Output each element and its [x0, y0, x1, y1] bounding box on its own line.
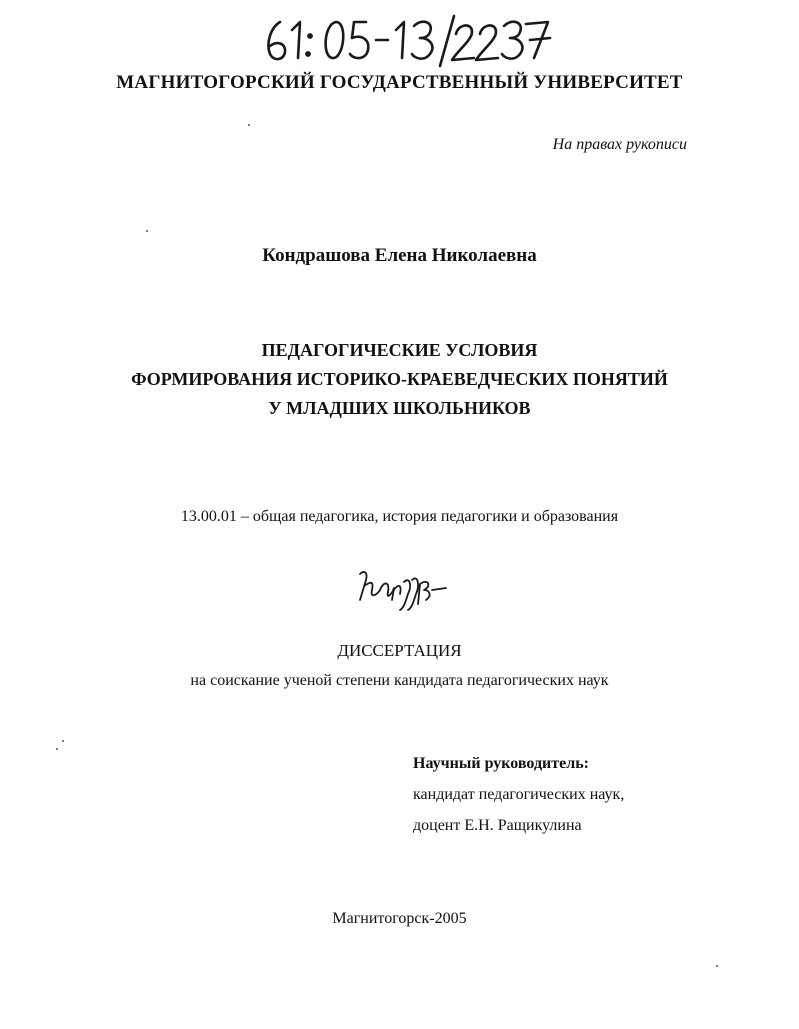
supervisor-name: доцент Е.Н. Ращикулина — [413, 817, 582, 834]
scan-speck — [56, 748, 58, 750]
title-line: ФОРМИРОВАНИЯ ИСТОРИКО-КРАЕВЕДЧЕСКИХ ПОНЯТИЙ — [131, 369, 668, 389]
title-line: У МЛАДШИХ ШКОЛЬНИКОВ — [268, 398, 531, 418]
scan-speck — [716, 965, 718, 967]
supervisor-degree: кандидат педагогических наук, — [413, 786, 625, 803]
author-signature — [354, 560, 450, 612]
specialty-code: 13.00.01 – общая педагогика, история педагогики и образования — [180, 508, 619, 525]
author-name: Кондрашова Елена Николаевна — [262, 245, 537, 266]
dissertation-title — [0, 336, 799, 423]
document-type: ДИССЕРТАЦИЯ — [337, 641, 462, 660]
scan-speck — [146, 230, 148, 232]
handwritten-archive-number — [258, 8, 558, 70]
title-line: ПЕДАГОГИЧЕСКИЕ УСЛОВИЯ — [261, 340, 538, 360]
city-year: Магнитогорск-2005 — [332, 910, 467, 927]
scan-speck — [62, 740, 64, 742]
signature-scribble — [354, 560, 450, 612]
university-name: МАГНИТОГОРСКИЙ ГОСУДАРСТВЕННЫЙ УНИВЕРСИТЕТ — [116, 72, 683, 93]
rights-note: На правах рукописи — [552, 136, 687, 153]
scan-speck — [248, 124, 250, 126]
supervisor-block — [413, 748, 624, 841]
archive-number-stamp — [258, 8, 558, 70]
degree-line: на соискание ученой степени кандидата педагогических наук — [190, 672, 609, 689]
supervisor-heading: Научный руководитель: — [413, 755, 589, 772]
